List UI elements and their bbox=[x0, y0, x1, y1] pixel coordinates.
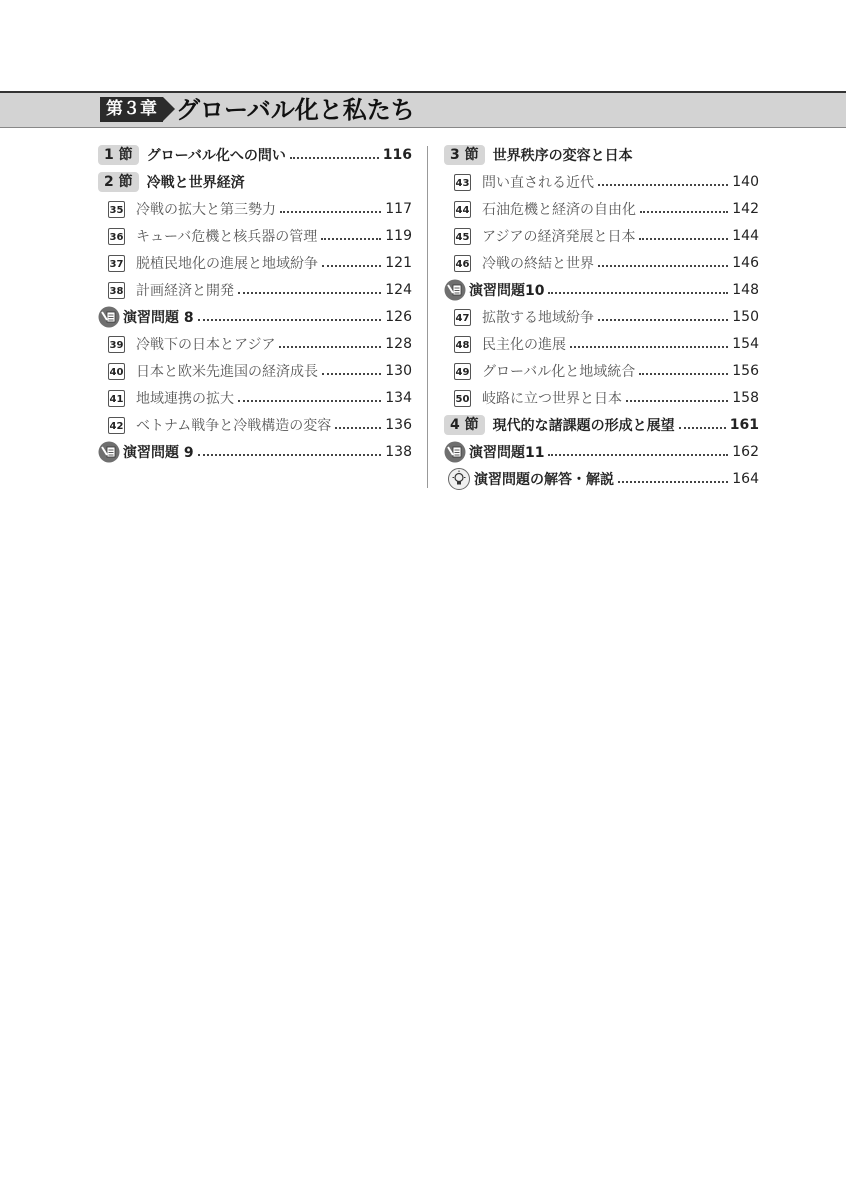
toc-entry-title: アジアの経済発展と日本 bbox=[482, 229, 636, 245]
topic-number: 46 bbox=[454, 255, 471, 272]
section-badge: 1 節 bbox=[98, 145, 139, 165]
toc-entry-title: 演習問題 9 bbox=[123, 445, 194, 461]
dot-leader bbox=[679, 427, 726, 429]
chapter-header bbox=[0, 91, 846, 128]
page-number: 146 bbox=[732, 255, 759, 271]
page-number: 161 bbox=[729, 417, 759, 433]
dot-leader bbox=[618, 481, 728, 483]
toc-entry-title: 岐路に立つ世界と日本 bbox=[482, 391, 622, 407]
toc-entry-title: 世界秩序の変容と日本 bbox=[492, 148, 633, 164]
topic-number: 41 bbox=[108, 390, 125, 407]
dot-leader bbox=[598, 265, 728, 267]
pencil-note-icon bbox=[98, 441, 120, 463]
toc-entry-title: 問い直される近代 bbox=[482, 175, 594, 191]
toc-exercise-row[interactable] bbox=[98, 305, 412, 329]
dot-leader bbox=[548, 292, 728, 294]
topic-number: 47 bbox=[454, 309, 471, 326]
topic-number: 38 bbox=[108, 282, 125, 299]
toc-section-row[interactable] bbox=[98, 170, 412, 194]
toc-topic-row[interactable] bbox=[108, 251, 412, 275]
dot-leader bbox=[548, 454, 728, 456]
toc-topic-row[interactable] bbox=[108, 278, 412, 302]
dot-leader bbox=[322, 373, 381, 375]
dot-leader bbox=[598, 184, 728, 186]
page-number: 124 bbox=[385, 282, 412, 298]
page-number: 148 bbox=[732, 282, 759, 298]
toc-topic-row[interactable] bbox=[454, 170, 759, 194]
dot-leader bbox=[335, 427, 381, 429]
page-number: 116 bbox=[382, 147, 412, 163]
toc-entry-title: 民主化の進展 bbox=[482, 337, 566, 353]
page-number: 117 bbox=[385, 201, 412, 217]
dot-leader bbox=[290, 157, 379, 159]
toc-section-row[interactable] bbox=[444, 143, 759, 167]
topic-number: 45 bbox=[454, 228, 471, 245]
toc-entry-title: 現代的な諸課題の形成と展望 bbox=[492, 418, 675, 434]
toc-exercise-row[interactable] bbox=[98, 440, 412, 464]
section-badge: 4 節 bbox=[444, 415, 485, 435]
topic-number: 40 bbox=[108, 363, 125, 380]
page-number: 162 bbox=[732, 444, 759, 460]
toc-topic-row[interactable] bbox=[454, 305, 759, 329]
dot-leader bbox=[626, 400, 728, 402]
dot-leader bbox=[198, 454, 382, 456]
page-number: 134 bbox=[385, 390, 412, 406]
page-number: 119 bbox=[385, 228, 412, 244]
toc-topic-row[interactable] bbox=[454, 332, 759, 356]
toc-topic-row[interactable] bbox=[108, 359, 412, 383]
topic-number: 50 bbox=[454, 390, 471, 407]
toc-entry-title: 冷戦と世界経済 bbox=[146, 175, 245, 191]
topic-number: 35 bbox=[108, 201, 125, 218]
toc-topic-row[interactable] bbox=[454, 197, 759, 221]
toc-topic-row[interactable] bbox=[108, 197, 412, 221]
toc-entry-title: 演習問題11 bbox=[469, 445, 545, 461]
toc-entry-title: 脱植民地化の進展と地域紛争 bbox=[136, 256, 318, 272]
toc-entry-title: キューバ危機と核兵器の管理 bbox=[136, 229, 318, 245]
topic-number: 42 bbox=[108, 417, 125, 434]
toc-answers-row[interactable] bbox=[448, 467, 759, 491]
topic-number: 49 bbox=[454, 363, 471, 380]
dot-leader bbox=[598, 319, 728, 321]
page-number: 130 bbox=[385, 363, 412, 379]
page-number: 164 bbox=[732, 471, 759, 487]
dot-leader bbox=[322, 265, 381, 267]
toc-topic-row[interactable] bbox=[454, 224, 759, 248]
dot-leader bbox=[321, 238, 381, 240]
page-number: 140 bbox=[732, 174, 759, 190]
page-number: 128 bbox=[385, 336, 412, 352]
lightbulb-icon bbox=[448, 468, 470, 490]
topic-number: 44 bbox=[454, 201, 471, 218]
page-number: 142 bbox=[732, 201, 759, 217]
toc-topic-row[interactable] bbox=[454, 359, 759, 383]
page-number: 156 bbox=[732, 363, 759, 379]
toc-entry-title: 冷戦の終結と世界 bbox=[482, 256, 594, 272]
dot-leader bbox=[280, 211, 381, 213]
toc-section-row[interactable] bbox=[98, 143, 412, 167]
page-number: 121 bbox=[385, 255, 412, 271]
topic-number: 43 bbox=[454, 174, 471, 191]
page-number: 136 bbox=[385, 417, 412, 433]
toc-exercise-row[interactable] bbox=[444, 440, 759, 464]
page-number: 144 bbox=[732, 228, 759, 244]
chapter-number-tag: 第３章 bbox=[100, 97, 163, 122]
section-badge: 3 節 bbox=[444, 145, 485, 165]
toc-entry-title: 日本と欧米先進国の経済成長 bbox=[136, 364, 318, 380]
dot-leader bbox=[640, 211, 728, 213]
column-divider bbox=[427, 146, 428, 488]
pencil-note-icon bbox=[444, 441, 466, 463]
topic-number: 48 bbox=[454, 336, 471, 353]
toc-entry-title: 演習問題の解答・解説 bbox=[474, 472, 614, 488]
dot-leader bbox=[639, 373, 728, 375]
toc-section-row[interactable] bbox=[444, 413, 759, 437]
dot-leader bbox=[238, 400, 381, 402]
dot-leader bbox=[570, 346, 728, 348]
toc-topic-row[interactable] bbox=[108, 386, 412, 410]
toc-entry-title: 石油危機と経済の自由化 bbox=[482, 202, 636, 218]
toc-entry-title: 冷戦下の日本とアジア bbox=[136, 337, 276, 353]
toc-entry-title: 計画経済と開発 bbox=[136, 283, 234, 299]
toc-topic-row[interactable] bbox=[454, 386, 759, 410]
toc-entry-title: 演習問題10 bbox=[469, 283, 545, 299]
pencil-note-icon bbox=[444, 279, 466, 301]
toc-entry-title: 地域連携の拡大 bbox=[136, 391, 234, 407]
toc-topic-row[interactable] bbox=[454, 251, 759, 275]
toc-topic-row[interactable] bbox=[108, 413, 412, 437]
dot-leader bbox=[198, 319, 382, 321]
toc-entry-title: 冷戦の拡大と第三勢力 bbox=[136, 202, 276, 218]
page-number: 150 bbox=[732, 309, 759, 325]
toc-exercise-row[interactable] bbox=[444, 278, 759, 302]
pencil-note-icon bbox=[98, 306, 120, 328]
toc-entry-title: ベトナム戦争と冷戦構造の変容 bbox=[136, 418, 332, 434]
chapter-title: グローバル化と私たち bbox=[176, 96, 415, 124]
dot-leader bbox=[639, 238, 728, 240]
topic-number: 36 bbox=[108, 228, 125, 245]
topic-number: 39 bbox=[108, 336, 125, 353]
toc-topic-row[interactable] bbox=[108, 332, 412, 356]
page-number: 126 bbox=[385, 309, 412, 325]
dot-leader bbox=[279, 346, 381, 348]
page-number: 154 bbox=[732, 336, 759, 352]
topic-number: 37 bbox=[108, 255, 125, 272]
toc-topic-row[interactable] bbox=[108, 224, 412, 248]
toc-entry-title: グローバル化への問い bbox=[146, 148, 286, 164]
toc-entry-title: 拡散する地域紛争 bbox=[482, 310, 594, 326]
dot-leader bbox=[238, 292, 381, 294]
page-number: 138 bbox=[385, 444, 412, 460]
page-number: 158 bbox=[732, 390, 759, 406]
section-badge: 2 節 bbox=[98, 172, 139, 192]
toc-entry-title: 演習問題 8 bbox=[123, 310, 194, 326]
toc-entry-title: グローバル化と地域統合 bbox=[482, 364, 636, 380]
